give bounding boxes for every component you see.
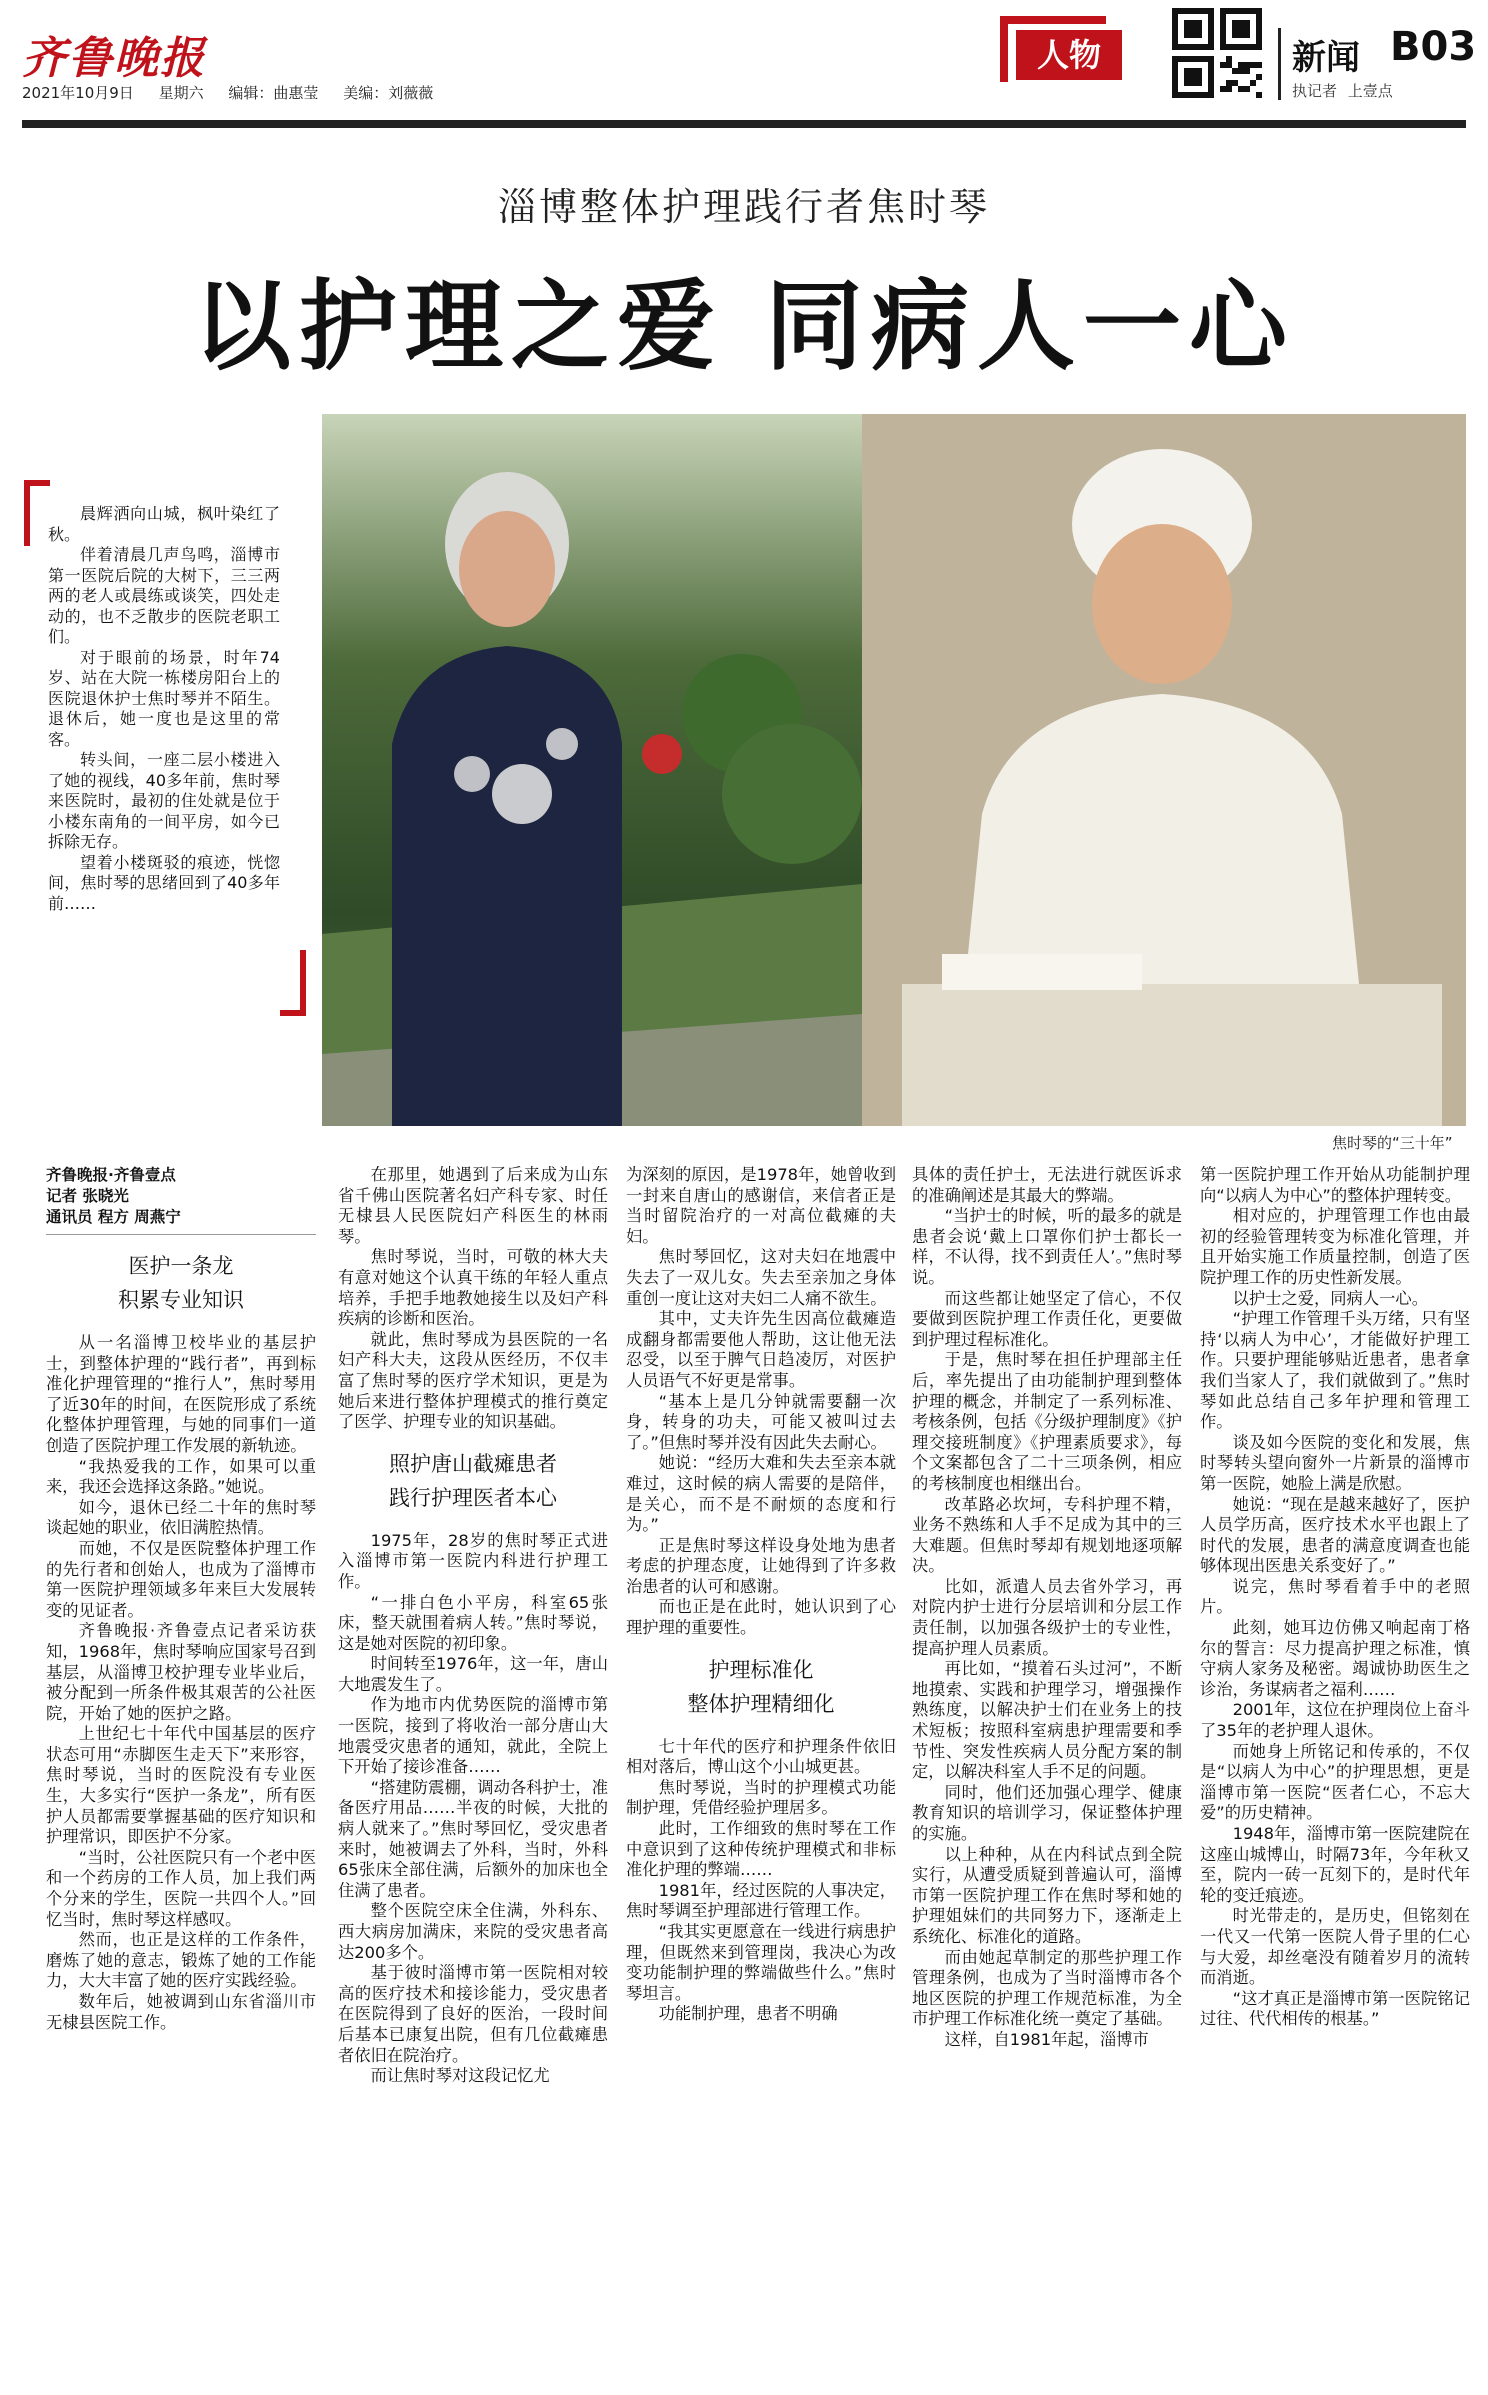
body-paragraph: 而让焦时琴对这段记忆尤 [370,2066,550,2086]
header-divider [1278,28,1281,100]
byline [46,1165,316,1235]
body-paragraph: 而这些都让她坚定了信心，不仅要做到医院护理工作责任化，更要做到护理过程标准化。 [912,1288,1182,1349]
intro-paragraph: 晨辉洒向山城，枫叶染红了秋。 [48,504,280,544]
body-paragraph: 她说：“经历大难和失去至亲本就难过，这时候的病人需要的是陪伴，是关心，而不是不耐烦的态度和行为。” [626,1453,896,1535]
body-paragraph: 为深刻的原因，是1978年，她曾收到一封来自唐山的感谢信，来信者正是当时留院治疗的一对高位截瘫的夫妇。 [626,1165,896,1246]
body-paragraph: 她说：“现在是越来越好了，医护人员学历高，医疗技术水平也跟上了时代的发展，患者的满意度调查也能够体现出医患关系变好了。” [1200,1494,1470,1576]
section-name: 新闻 [1292,38,1360,78]
article-column-3 [626,1165,896,2025]
heading-line: 医护一条龙 [128,1254,234,1278]
body-paragraph: 上世纪七十年代中国基层的医疗状态可用“赤脚医生走天下”来形容，焦时琴说，当时的医院没有专业医生，大多实行“医护一条龙”，所有医护人员都需要掌握基础的医疗知识和护理常识，即医护不分家。 [46,1724,316,1847]
body-paragraph: 以护士之爱，同病人一心。 [1232,1288,1428,1308]
body-paragraph: “这才真正是淄博市第一医院铭记过往、代代相传的根基。” [1200,1988,1470,2029]
body-paragraph: 时光带走的，是历史，但铭刻在一代又一代第一医院人骨子里的仁心与大爱，却丝毫没有随着岁月的流转而消逝。 [1200,1906,1470,1988]
intro-paragraph: 望着小楼斑驳的痕迹，恍惚间，焦时琴的思绪回到了40多年前…… [48,852,280,913]
body-paragraph: 从一名淄博卫校毕业的基层护士，到整体护理的“践行者”，再到标准化护理管理的“推行人”，焦时琴用了近30年的时间，在医院形成了系统化整体护理管理，与她的同事们一道创造了医院护理工作发展的新轨迹。 [46,1333,316,1455]
body-paragraph: 改革路必坎坷，专科护理不精，业务不熟练和人手不足成为其中的三大难题。但焦时琴却有规划地逐项解决。 [912,1494,1182,1576]
section-heading-2 [338,1447,608,1515]
intro-bracket-top [24,480,50,546]
qr-code-icon [1172,8,1262,98]
body-paragraph: 其中，丈夫许先生因高位截瘫造成翻身都需要他人帮助，这让他无法忍受，以至于脾气日趋凌厉，对医护人员语气不好更是常事。 [626,1309,896,1390]
body-paragraph: “一排白色小平房，科室65张床，整天就围着病人转。”焦时琴说，这是她对医院的初印象。 [338,1592,608,1653]
heading-line: 践行护理医者本心 [389,1485,557,1510]
section-tag: 人物 [1016,30,1122,80]
body-paragraph: “我热爱我的工作，如果可以重来，我还会选择这条路。”她说。 [46,1456,316,1497]
body-paragraph: 齐鲁晚报·齐鲁壹点记者采访获知，1968年，焦时琴响应国家号召到基层，从淄博卫校护理专业毕业后，被分配到一所条件极其艰苦的公社医院，开始了她的医护之路。 [46,1621,316,1723]
body-paragraph: 相对应的，护理管理工作也由最初的经验管理转变为标准化管理，并且开始实施工作质量控制，创造了医院护理工作的历史性新发展。 [1200,1206,1470,1287]
body-paragraph: 此时，工作细致的焦时琴在工作中意识到了这种传统护理模式和非标准化护理的弊端…… [626,1819,896,1880]
article-column-5 [1200,1165,1470,2030]
intro-paragraph: 转头间，一座二层小楼进入了她的视线，40多年前，焦时琴来医院时，最初的住处就是位于小楼东南角的一间平房，如今已拆除无存。 [48,750,280,851]
body-paragraph: “基本上是几分钟就需要翻一次身，转身的功夫，可能又被叫过去了。”但焦时琴并没有因此失去耐心。 [626,1391,896,1452]
article-column-1 [46,1165,316,2033]
body-paragraph: 功能制护理，患者不明确 [658,2004,838,2024]
body-paragraph: 焦时琴说，当时的护理模式功能制护理，凭借经验护理居多。 [626,1777,896,1818]
issue-meta [22,82,453,103]
body-paragraph: 在那里，她遇到了后来成为山东省千佛山医院著名妇产科专家、时任无棣县人民医院妇产科医生的林雨琴。 [338,1165,608,1246]
body-paragraph: 基于彼时淄博市第一医院相对较高的医疗技术和接诊能力，受灾患者在医院得到了良好的医治，一段时间后基本已康复出院，但有几位截瘫患者依旧在院治疗。 [338,1963,608,2065]
heading-line: 护理标准化 [708,1657,814,1682]
body-paragraph: 具体的责任护士，无法进行就医诉求的准确阐述是其最大的弊端。 [912,1165,1182,1205]
body-paragraph: 然而，也正是这样的工作条件，磨炼了她的意志，锻炼了她的工作能力，大大丰富了她的医疗实践经验。 [46,1930,316,1991]
intro-text [48,504,280,914]
body-paragraph: 说完，焦时琴看着手中的老照片。 [1200,1576,1470,1617]
body-paragraph: 时间转至1976年，这一年，唐山大地震发生了。 [338,1654,608,1694]
article-photo [322,414,1466,1126]
article-subtitle: 淄博整体护理践行者焦时琴 [497,185,990,229]
issue-weekday: 星期六 [158,84,204,102]
body-paragraph: 以上种种，从在内科试点到全院实行，从遭受质疑到普遍认可，淄博市第一医院护理工作在焦时琴和她的护理姐妹们的共同努力下，逐渐走上系统化、标准化的道路。 [912,1844,1182,1946]
body-paragraph: 如今，退休已经二十年的焦时琴谈起她的职业，依旧满腔热情。 [46,1497,316,1538]
page-number: B03 [1390,24,1477,70]
intro-paragraph: 伴着清晨几声鸟鸣，淄博市第一医院后院的大树下，三三两两的老人或晨练或谈笑，四处走动的，也不乏散步的医院老职工们。 [48,545,280,646]
body-paragraph: 这样，自1981年起，淄博市 [944,2029,1149,2049]
body-paragraph: 就此，焦时琴成为县医院的一名妇产科大夫，这段从医经历，不仅丰富了焦时琴的医疗学术知识，更是为她后来进行整体护理模式的推行奠定了医学、护理专业的知识基础。 [338,1329,608,1432]
body-paragraph: 焦时琴说，当时，可敬的林大夫有意对她这个认真干练的年轻人重点培养，手把手地教她接生以及妇产科疾病的诊断和医治。 [338,1247,608,1329]
byline-correspondent: 通讯员 程方 周燕宁 [46,1208,181,1226]
body-paragraph: 而她身上所铭记和传承的，不仅是“以病人为中心”的护理思想，更是淄博市第一医院“医者仁心，不忘大爱”的历史精神。 [1200,1741,1470,1823]
body-paragraph: 数年后，她被调到山东省淄川市无棣县医院工作。 [46,1992,316,2032]
article-column-2 [338,1165,608,2087]
body-paragraph: 焦时琴回忆，这对夫妇在地震中失去了一双儿女。失去至亲加之身体重创一度让这对夫妇二人痛不欲生。 [626,1247,896,1308]
section-heading-3 [626,1653,896,1721]
body-paragraph: 1948年，淄博市第一医院建院在这座山城博山，时隔73年，今年秋又至，院内一砖一瓦刻下的，是时代年轮的变迁痕迹。 [1200,1824,1470,1905]
article-column-4 [912,1165,1182,2051]
body-paragraph: “当护士的时候，听的最多的就是患者会说‘戴上口罩你们护士都长一样，不认得，找不到责任人’。”焦时琴说。 [912,1206,1182,1287]
body-paragraph: 第一医院护理工作开始从功能制护理向“以病人为中心”的整体护理转变。 [1200,1165,1470,1205]
heading-line: 整体护理精细化 [687,1691,835,1716]
newspaper-masthead: 齐鲁晚报 [22,33,206,84]
vintage-photo-illustration [862,414,1466,1126]
body-paragraph: 2001年，这位在护理岗位上奋斗了35年的老护理人退休。 [1200,1700,1470,1741]
header-rule [22,120,1466,128]
article-headline: 以护理之爱 同病人一心 [192,270,1296,384]
body-paragraph: 1975年，28岁的焦时琴正式进入淄博市第一医院内科进行护理工作。 [338,1530,608,1591]
photo-caption: 焦时琴的“三十年” [1332,1134,1453,1152]
editor-credit: 编辑：曲惠莹 [228,84,319,102]
body-paragraph: “护理工作管理千头万绪，只有坚持‘以病人为中心’，才能做好护理工作。只要护理能够贴近患者，患者拿我们当家人了，我们就做到了。”焦时琴如此总结自己多年护理和管理工作。 [1200,1309,1470,1432]
body-paragraph: 正是焦时琴这样设身处地为患者考虑的护理态度，让她得到了许多救治患者的认可和感谢。 [626,1535,896,1596]
issue-date: 2021年10月9日 [22,84,134,102]
heading-line: 照护唐山截瘫患者 [389,1451,557,1476]
body-paragraph: 而也正是在此时，她认识到了心理护理的重要性。 [626,1597,896,1638]
body-paragraph: 而她，不仅是医院整体护理工作的先行者和创始人，也成为了淄博市第一医院护理领域多年来巨大发展转变的见证者。 [46,1538,316,1620]
body-paragraph: “我其实更愿意在一线进行病患护理，但既然来到管理岗，我决心为改变功能制护理的弊端做些什么。”焦时琴坦言。 [626,1922,896,2003]
designer-credit: 美编：刘薇薇 [343,84,434,102]
page-credit: 执记者 上壹点 [1292,82,1393,100]
body-paragraph: 1981年，经过医院的人事决定，焦时琴调至护理部进行管理工作。 [626,1880,896,1921]
body-paragraph: 同时，他们还加强心理学、健康教育知识的培训学习，保证整体护理的实施。 [912,1782,1182,1843]
body-paragraph: 于是，焦时琴在担任护理部主任后，率先提出了由功能制护理到整体护理的概念，并制定了一系列标准、考核条例，包括《分级护理制度》《护理交接班制度》《护理素质要求》，每个文案都包含了二十三项条例，相应的考核制度也相继出台。 [912,1350,1182,1493]
heading-line: 积累专业知识 [118,1288,244,1312]
body-paragraph: 比如，派遣人员去省外学习，再对院内护士进行分层培训和分层工作责任制，以加强各级护士的专业性，提高护理人员素质。 [912,1576,1182,1658]
body-paragraph: 七十年代的医疗和护理条件依旧相对落后，博山这个小山城更甚。 [626,1736,896,1777]
body-paragraph: 而由她起草制定的那些护理工作管理条例，也成为了当时淄博市各个地区医院的护理工作规范标准，为全市护理工作标准化统一奠定了基础。 [912,1947,1182,2029]
intro-bracket-bottom [280,950,306,1016]
byline-reporter: 记者 张晓光 [46,1187,129,1205]
body-paragraph: 作为地市内优势医院的淄博市第一医院，接到了将收治一部分唐山大地震受灾患者的通知，就此，全院上下开始了接诊准备…… [338,1695,608,1777]
body-paragraph: 此刻，她耳边仿佛又响起南丁格尔的誓言：尽力提高护理之标准，慎守病人家务及秘密。竭诚协助医生之诊治，务谋病者之福利…… [1200,1618,1470,1699]
body-paragraph: 再比如，“摸着石头过河”，不断地摸索、实践和护理学习，增强操作熟练度，以解决护士们在业务上的技术短板；按照科室病患护理需要和季节性、突发性疾病人员分配方案的制定，以解决科室人手不足的问题。 [912,1659,1182,1782]
vintage-photo [862,414,1466,1126]
section-heading-1 [46,1249,316,1317]
body-paragraph: “搭建防震棚，调动各科护士，准备医疗用品……半夜的时候，大批的病人就来了。”焦时琴回忆，受灾患者来时，她被调去了外科，当时，外科65张床全部住满，后额外的加床也全住满了患者。 [338,1777,608,1900]
body-paragraph: “当时，公社医院只有一个老中医和一个药房的工作人员，加上我们两个分来的学生，医院一共四个人。”回忆当时，焦时琴这样感叹。 [46,1847,316,1929]
byline-source: 齐鲁晚报·齐鲁壹点 [46,1166,176,1184]
body-paragraph: 谈及如今医院的变化和发展，焦时琴转头望向窗外一片新景的淄博市第一医院，她脸上满是欣慰。 [1200,1432,1470,1493]
body-paragraph: 整个医院空床全住满，外科东、西大病房加满床，来院的受灾患者高达200多个。 [338,1901,608,1962]
intro-paragraph: 对于眼前的场景，时年74岁、站在大院一栋楼房阳台上的医院退休护士焦时琴并不陌生。退休后，她一度也是这里的常客。 [48,647,280,749]
